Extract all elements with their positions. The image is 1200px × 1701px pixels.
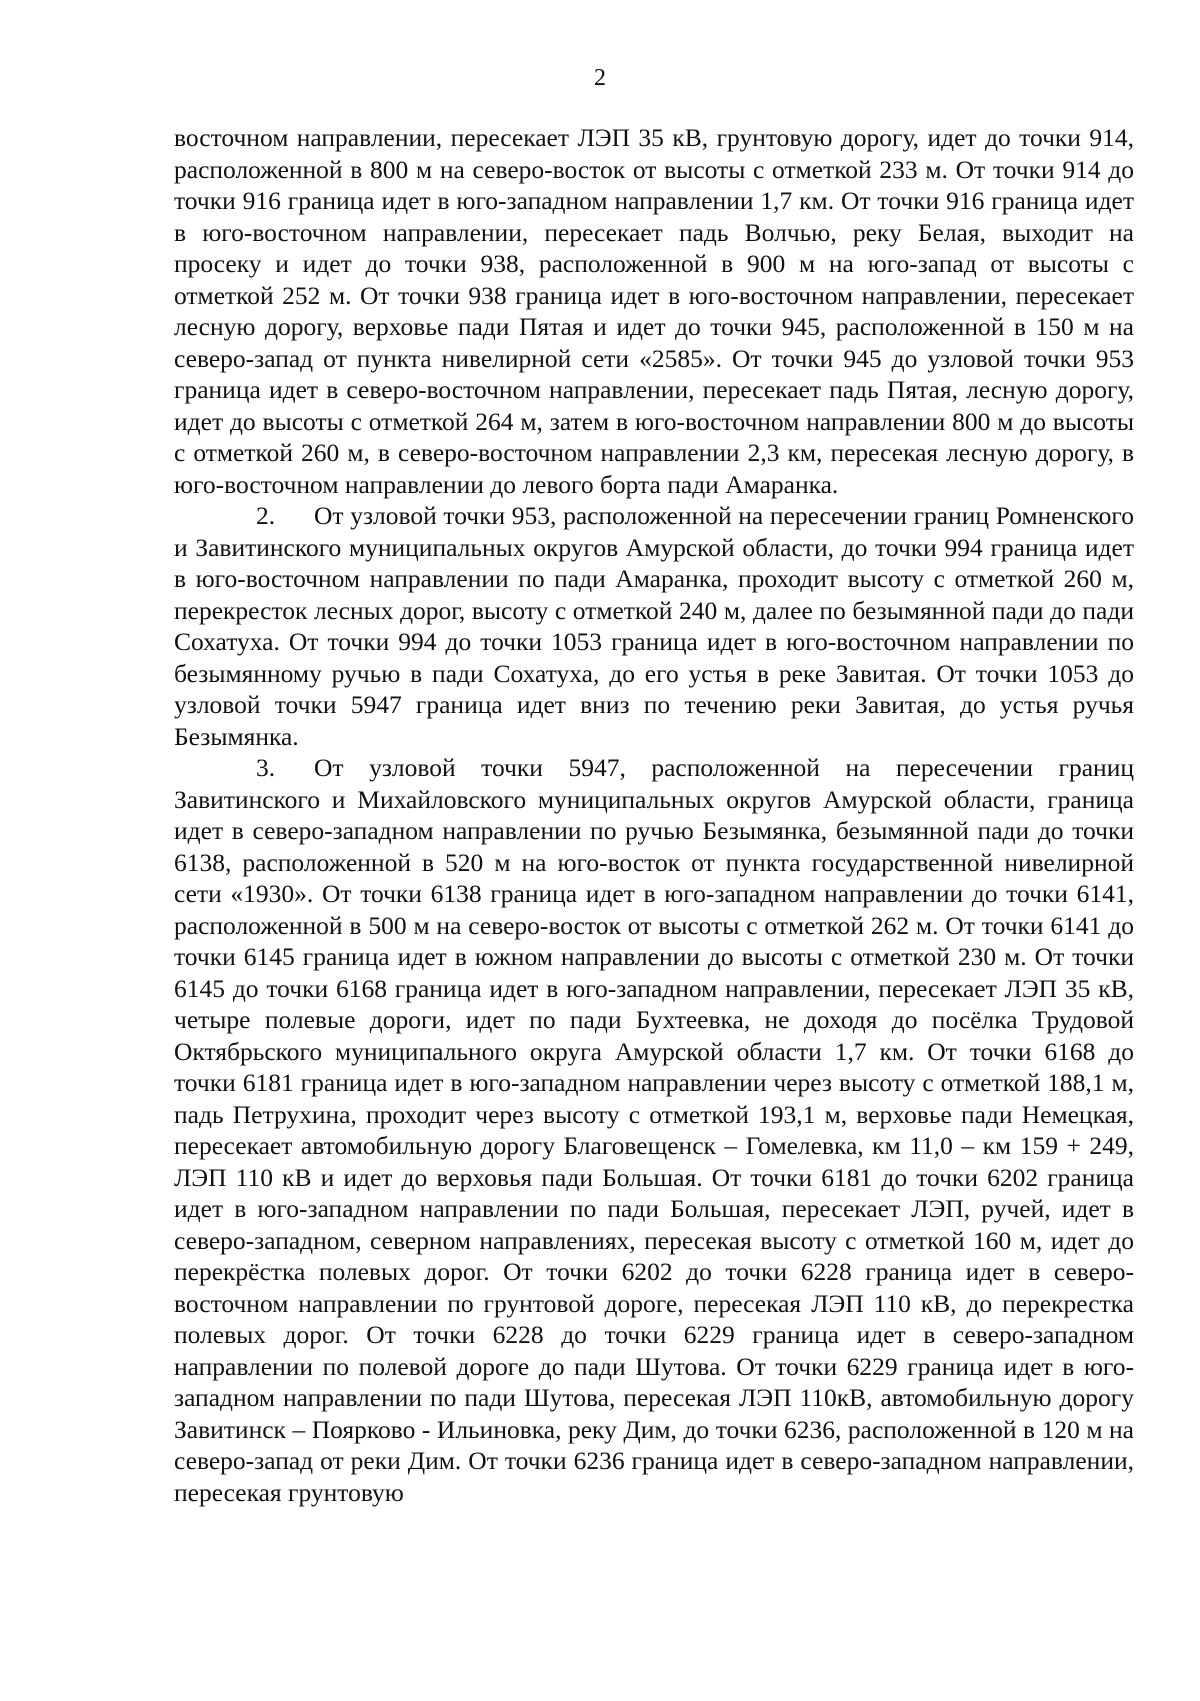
paragraph-2 xyxy=(174,500,1134,752)
paragraph-3 xyxy=(174,752,1134,1508)
paragraph-2-text: От узловой точки 953, расположенной на пересечении границ Ромненского и Завитинского муниципальных округов Амурской области, до точки 994 граница идет в юго-восточном направлении по пади Амаранка, проходит высоту с отметкой 260 м, перекресток лесных дорог, высоту с отметкой 240 м, далее по безымянной пади до пади Сохатуха. От точки 994 до точки 1053 граница идет в юго-восточном направлении по безымянному ручью в пади Сохатуха, до его устья в реке Завитая. От точки 1053 до узловой точки 5947 граница идет вниз по течению реки Завитая, до устья ручья Безымянка. xyxy=(174,501,1134,751)
paragraph-1-text: восточном направлении, пересекает ЛЭП 35 кВ, грунтовую дорогу, идет до точки 914, расположенной в 800 м на северо-восток от высоты с отметкой 233 м. От точки 914 до точки 916 граница идет в юго-западном направлении 1,7 км. От точки 916 граница идет в юго-восточном направлении, пересекает падь Волчью, реку Белая, выходит на просеку и идет до точки 938, расположенной в 900 м на юго-запад от высоты с отметкой 252 м. От точки 938 граница идет в юго-восточном направлении, пересекает лесную дорогу, верховье пади Пятая и идет до точки 945, расположенной в 150 м на северо-запад от пункта нивелирной сети «2585». От точки 945 до узловой точки 953 граница идет в северо-восточном направлении, пересекает падь Пятая, лесную дорогу, идет до высоты с отметкой 264 м, затем в юго-восточном направлении 800 м до высоты с отметкой 260 м, в северо-восточном направлении 2,3 км, пересекая лесную дорогу, в юго-восточном направлении до левого борта пади Амаранка. xyxy=(174,123,1134,499)
paragraph-2-number: 2. xyxy=(256,501,276,530)
page-number: 2 xyxy=(594,65,606,91)
paragraph-3-number: 3. xyxy=(256,753,276,782)
paragraph-1 xyxy=(174,122,1134,500)
document-body xyxy=(174,122,1134,1508)
paragraph-3-text: От узловой точки 5947, расположенной на пересечении границ Завитинского и Михайловского муниципальных округов Амурской области, граница идет в северо-западном направлении по ручью Безымянка, безымянной пади до точки 6138, расположенной в 520 м на юго-восток от пункта государственной нивелирной сети «1930». От точки 6138 граница идет в юго-западном направлении до точки 6141, расположенной в 500 м на северо-восток от высоты с отметкой 262 м. От точки 6141 до точки 6145 граница идет в южном направлении до высоты с отметкой 230 м. От точки 6145 до точки 6168 граница идет в юго-западном направлении, пересекает ЛЭП 35 кВ, четыре полевые дороги, идет по пади Бухтеевка, не доходя до посёлка Трудовой Октябрьского муниципального округа Амурской области 1,7 км. От точки 6168 до точки 6181 граница идет в юго-западном направлении через высоту с отметкой 188,1 м, падь Петрухина, проходит через высоту с отметкой 193,1 м, верховье пади Немецкая, пересекает автомобильную дорогу Благовещенск – Гомелевка, км 11,0 – км 159 + 249, ЛЭП 110 кВ и идет до верховья пади Большая. От точки 6181 до точки 6202 граница идет в юго-западном направлении по пади Большая, пересекает ЛЭП, ручей, идет в северо-западном, северном направлениях, пересекая высоту с отметкой 160 м, идет до перекрёстка полевых дорог. От точки 6202 до точки 6228 граница идет в северо-восточном направлении по грунтовой дороге, пересекая ЛЭП 110 кВ, до перекрестка полевых дорог. От точки 6228 до точки 6229 граница идет в северо-западном направлении по полевой дороге до пади Шутова. От точки 6229 граница идет в юго-западном направлении по пади Шутова, пересекая ЛЭП 110кВ, автомобильную дорогу Завитинск – Поярково - Ильиновка, реку Дим, до точки 6236, расположенной в 120 м на северо-запад от реки Дим. От точки 6236 граница идет в северо-западном направлении, пересекая грунтовую xyxy=(174,753,1134,1507)
